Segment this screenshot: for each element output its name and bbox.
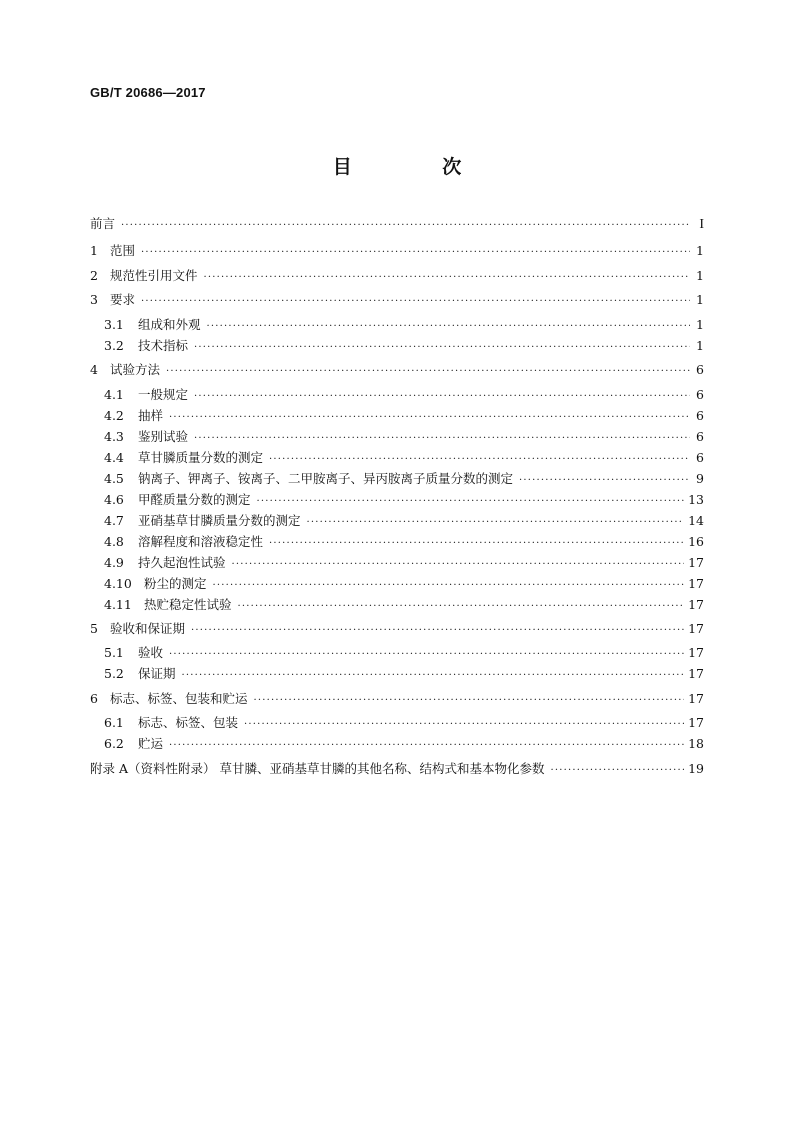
toc-page: 17 xyxy=(688,576,704,591)
toc-leader xyxy=(232,555,685,575)
toc-label: 验收和保证期 xyxy=(110,621,186,636)
toc-number: 5.1 xyxy=(104,645,124,660)
toc-page: 6 xyxy=(696,429,704,444)
toc-label: 亚硝基草甘膦质量分数的测定 xyxy=(138,513,301,528)
toc-leader xyxy=(141,243,690,263)
toc-label: 钠离子、钾离子、铵离子、二甲胺离子、异丙胺离子质量分数的测定 xyxy=(138,471,514,486)
toc-label: 溶解程度和溶液稳定性 xyxy=(138,534,264,549)
toc-leader xyxy=(169,736,684,756)
toc-page: 6 xyxy=(696,362,704,377)
toc-entry-3-2[interactable] xyxy=(104,336,704,356)
toc-number: 6 xyxy=(90,691,98,706)
toc-label: 组成和外观 xyxy=(138,317,201,332)
toc-leader xyxy=(194,429,690,449)
toc-leader xyxy=(519,471,690,491)
toc-leader xyxy=(550,761,684,781)
toc-page: 1 xyxy=(696,317,704,332)
toc-page: 17 xyxy=(688,597,704,612)
toc-entry-4-3[interactable] xyxy=(104,427,704,447)
toc-entry-4-7[interactable] xyxy=(104,511,704,531)
toc-entry-3-1[interactable] xyxy=(104,315,704,335)
toc-number: 4.1 xyxy=(104,387,124,402)
toc-page: 6 xyxy=(696,450,704,465)
toc-page: 14 xyxy=(688,513,704,528)
toc-leader xyxy=(244,715,684,735)
toc-entry-3[interactable] xyxy=(90,290,704,310)
toc-page: 17 xyxy=(688,621,704,636)
toc-page: 9 xyxy=(696,471,704,486)
toc-entry-4-9[interactable] xyxy=(104,553,704,573)
toc-number: 5 xyxy=(90,621,98,636)
toc-label: 验收 xyxy=(138,645,164,660)
toc-label: 规范性引用文件 xyxy=(110,268,198,283)
toc-page: 17 xyxy=(688,691,704,706)
toc-leader xyxy=(254,691,685,711)
toc-number: 4.6 xyxy=(104,492,124,507)
toc-number: 4.7 xyxy=(104,513,124,528)
toc-label: 试验方法 xyxy=(110,362,161,377)
toc-label: 抽样 xyxy=(138,408,164,423)
toc-entry-4-10[interactable] xyxy=(104,574,704,594)
toc-leader xyxy=(169,408,690,428)
toc-entry-6-2[interactable] xyxy=(104,734,704,754)
toc-entry-6[interactable] xyxy=(90,689,704,709)
toc-label: 一般规定 xyxy=(138,387,189,402)
toc-page: 1 xyxy=(696,243,704,258)
toc-page: 19 xyxy=(688,761,704,776)
document-code: GB/T 20686—2017 xyxy=(90,85,206,100)
toc-leader xyxy=(191,621,684,641)
toc-page: 16 xyxy=(688,534,704,549)
toc-entry-5[interactable] xyxy=(90,619,704,639)
toc-number: 3 xyxy=(90,292,98,307)
toc-number: 3.2 xyxy=(104,338,124,353)
toc-entry-4-4[interactable] xyxy=(104,448,704,468)
toc-page: 6 xyxy=(696,408,704,423)
toc-entry-2[interactable] xyxy=(90,266,704,286)
toc-number: 4.5 xyxy=(104,471,124,486)
toc-page: 17 xyxy=(688,645,704,660)
toc-label: 范围 xyxy=(110,243,136,258)
toc-leader xyxy=(121,216,690,236)
toc-leader xyxy=(194,387,690,407)
toc-page: 6 xyxy=(696,387,704,402)
toc-entry-1[interactable] xyxy=(90,241,704,261)
toc-label: 热贮稳定性试验 xyxy=(144,597,232,612)
toc-label: 草甘膦质量分数的测定 xyxy=(138,450,264,465)
toc-leader xyxy=(269,534,684,554)
toc-leader xyxy=(194,338,690,358)
toc-number: 4.8 xyxy=(104,534,124,549)
toc-number: 6.1 xyxy=(104,715,124,730)
toc-number: 1 xyxy=(90,243,98,258)
toc-entry-4-6[interactable] xyxy=(104,490,704,510)
toc-entry-foreword[interactable] xyxy=(90,214,704,234)
toc-leader xyxy=(169,645,684,665)
toc-entry-5-2[interactable] xyxy=(104,664,704,684)
toc-label: 技术指标 xyxy=(138,338,189,353)
toc-entry-4-8[interactable] xyxy=(104,532,704,552)
toc-page: 1 xyxy=(696,292,704,307)
toc-entry-4-1[interactable] xyxy=(104,385,704,405)
toc-leader xyxy=(141,292,690,312)
toc-number: 2 xyxy=(90,268,98,283)
toc-page: 1 xyxy=(696,268,704,283)
toc-label: 前言 xyxy=(90,216,116,231)
toc-leader xyxy=(166,362,690,382)
toc-label: 附录 A（资料性附录） 草甘膦、亚硝基草甘膦的其他名称、结构式和基本物化参数 xyxy=(90,761,545,776)
toc-entry-4-11[interactable] xyxy=(104,595,704,615)
toc-label: 标志、标签、包装 xyxy=(138,715,239,730)
toc-page: 18 xyxy=(688,736,704,751)
toc-number: 3.1 xyxy=(104,317,124,332)
toc-number: 4.2 xyxy=(104,408,124,423)
toc-leader xyxy=(307,513,685,533)
toc-leader xyxy=(269,450,690,470)
toc-number: 4.10 xyxy=(104,576,132,591)
toc-label: 贮运 xyxy=(138,736,164,751)
toc-leader xyxy=(204,268,690,288)
toc-leader xyxy=(238,597,685,617)
toc-entry-4-2[interactable] xyxy=(104,406,704,426)
toc-label: 持久起泡性试验 xyxy=(138,555,226,570)
toc-entry-6-1[interactable] xyxy=(104,713,704,733)
toc-number: 4.9 xyxy=(104,555,124,570)
toc-leader xyxy=(257,492,685,512)
toc-number: 5.2 xyxy=(104,666,124,681)
toc-number: 4.4 xyxy=(104,450,124,465)
toc-entry-4[interactable] xyxy=(90,360,704,380)
toc-page: 13 xyxy=(688,492,704,507)
toc-label: 保证期 xyxy=(138,666,176,681)
toc-page: 17 xyxy=(688,715,704,730)
toc-number: 6.2 xyxy=(104,736,124,751)
toc-entry-4-5[interactable] xyxy=(104,469,704,489)
toc-page: 17 xyxy=(688,555,704,570)
toc-label: 鉴别试验 xyxy=(138,429,189,444)
toc-page: I xyxy=(699,217,704,232)
toc-number: 4.3 xyxy=(104,429,124,444)
toc-label: 粉尘的测定 xyxy=(144,576,207,591)
page-title: 目 次 xyxy=(332,156,504,178)
toc-label: 标志、标签、包装和贮运 xyxy=(110,691,248,706)
toc-label: 要求 xyxy=(110,292,136,307)
toc-label: 甲醛质量分数的测定 xyxy=(138,492,251,507)
toc-page: 1 xyxy=(696,338,704,353)
toc-page: 17 xyxy=(688,666,704,681)
toc-number: 4.11 xyxy=(104,597,132,612)
toc-leader xyxy=(213,576,685,596)
toc-entry-appendix-a[interactable] xyxy=(90,759,704,779)
toc-leader xyxy=(207,317,690,337)
toc-entry-5-1[interactable] xyxy=(104,643,704,663)
toc-number: 4 xyxy=(90,362,98,377)
toc-leader xyxy=(182,666,685,686)
